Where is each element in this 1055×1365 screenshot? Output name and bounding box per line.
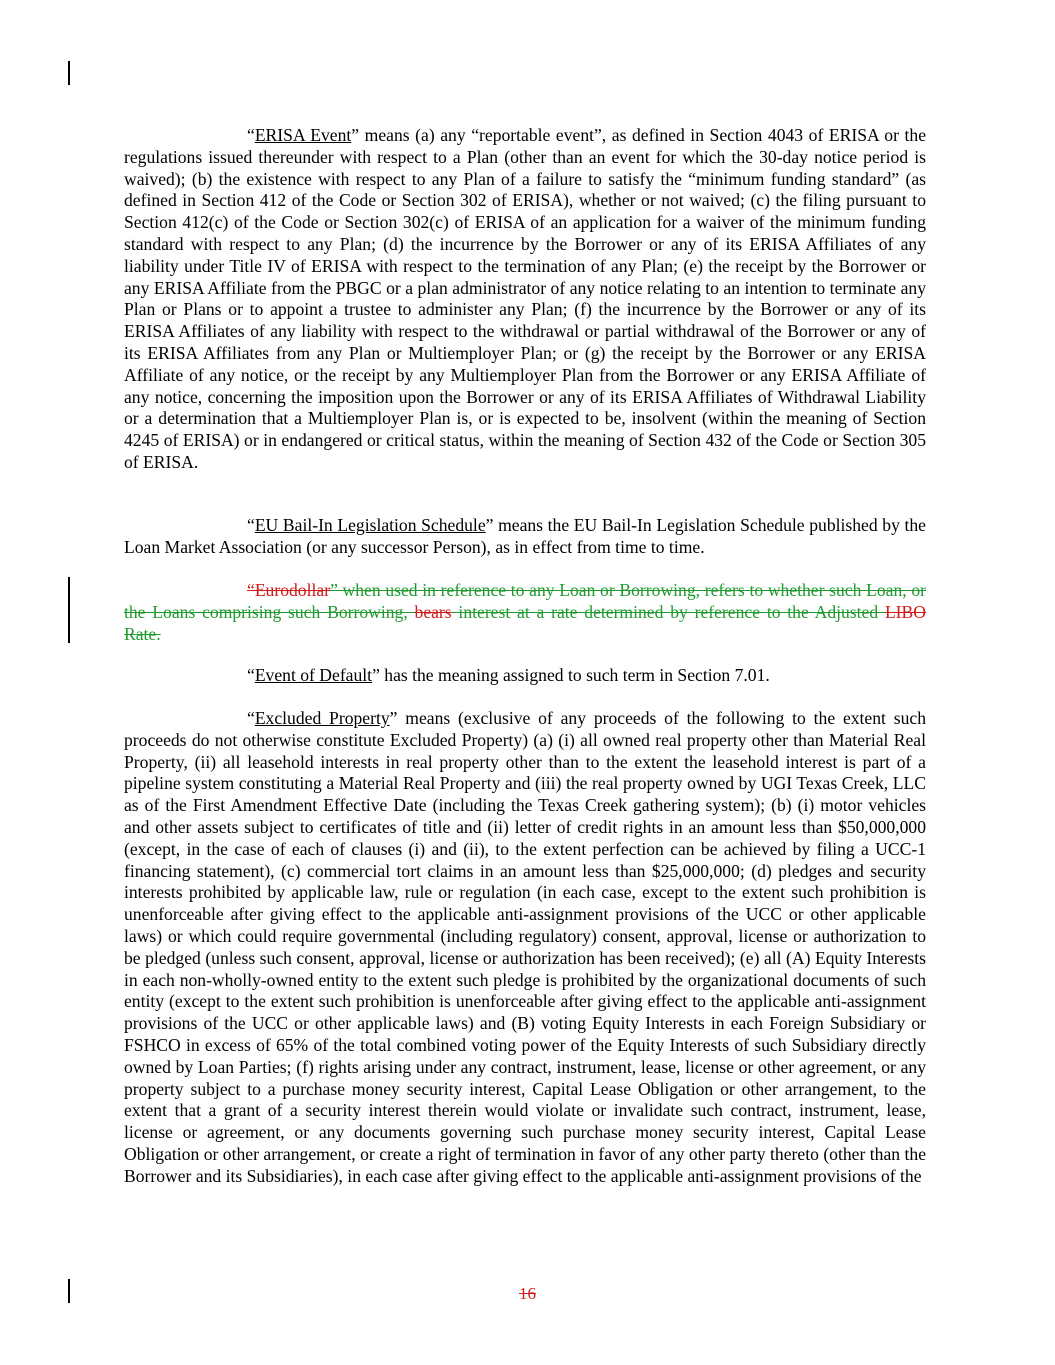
eu-bail-in-definition: “EU Bail-In Legislation Schedule” means the EU Bail-In Legislation Schedule published by the Loan Market Association (or any successor Person), as in effect from time to time. [124, 515, 926, 557]
excluded-property-body: ” means (exclusive of any proceeds of the following to the extent such proceeds do not otherwise constitute Excluded Property) (a) (i) all owned real property other than Material Real Property, (ii) all leasehold interests in real property other than to the extent the leasehold interest is part of a pipeline system constituting a Material Real Property and (iii) the real property owned by UGI Texas Creek, LLC as of the First Amendment Effective Date (including the Texas Creek gathering system); (b) (i) motor vehicles and other assets subject to certificates of title and (ii) letter of credit rights in an amount less than $50,000,000 (except, in the case of each of clauses (i) and (ii), to the extent perfection can be achieved by filing a UCC-1 financing statement), (c) commercial tort claims in an amount less than $25,000,000; (d) pledges and security interests prohibited by applicable law, rule or regulation (in each case, except to the extent such prohibition is unenforceable after giving effect to the applicable anti-assignment provisions of the UCC or other applicable laws) or which could require governmental (including regulatory) consent, approval, license or authorization to be pledged (unless such consent, approval, license or authorization has been received); (e) all (A) Equity Interests in each non-wholly-owned entity to the extent such pledge is prohibited by the organizational documents of such entity (except to the extent such prohibition is unenforceable after giving effect to the applicable anti-assignment provisions of the UCC or other applicable laws) and (B) voting Equity Interests in each Foreign Subsidiary or FSHCO in excess of 65% of the total combined voting power of the Equity Interests of such Subsidiary directly owned by Loan Parties; (f) rights arising under any contract, instrument, lease, license or other agreement, or any property subject to a purchase money security interest, Capital Lease Obligation or other arrangement, to the extent that a grant of a security interest therein would violate or invalidate such contract, instrument, lease, license or agreement, or any documents governing such purchase money security interest, Capital Lease Obligation or other arrangement, or create a right of termination in favor of any other party thereto (other than the Borrower and its Subsidiaries), in each case after giving effect to the applicable anti-assignment provisions of the [124, 708, 926, 1186]
erisa-event-definition: “ERISA Event” means (a) any “reportable event”, as defined in Section 4043 of ERISA or the regulations issued thereunder with respect to a Plan (other than an event for which the 30-day notice period is waived); (b) the existence with respect to any Plan of a failure to satisfy the “minimum funding standard” (as defined in Section 412 of the Code or Section 302 of ERISA), whether or not waived; (c) the filing pursuant to Section 412(c) of the Code or Section 302(c) of ERISA of an application for a waiver of the minimum funding standard with respect to any Plan; (d) the incurrence by the Borrower or any of its ERISA Affiliates of any liability under Title IV of ERISA with respect to the termination of any Plan; (e) the receipt by the Borrower or any ERISA Affiliate from the PBGC or a plan administrator of any notice relating to an intention to terminate any Plan or Plans or to appoint a trustee to administer any Plan; (f) the incurrence by the Borrower or any of its ERISA Affiliates of any liability with respect to the withdrawal or partial withdrawal of the Borrower or any of its ERISA Affiliates from any Plan or Multiemployer Plan; or (g) the receipt by the Borrower or any ERISA Affiliate of any notice, or the receipt by any Multiemployer Plan from the Borrower or any ERISA Affiliate of any notice, concerning the imposition upon the Borrower or any of its ERISA Affiliates of Withdrawal Liability or a determination that a Multiemployer Plan is, or is expected to be, insolvent (within the meaning of Section 4245 of ERISA) or in endangered or critical status, within the meaning of Section 432 of the Code or Section 305 of ERISA. [124, 125, 926, 472]
change-bar-top [68, 61, 70, 85]
eu-bail-in-body: ” means the EU Bail-In Legislation Schedule published by the Loan Market Association (or any successor Person), as in effect from time to time. [124, 515, 926, 557]
erisa-event-body: ” means (a) any “reportable event”, as defined in Section 4043 of ERISA or the regulations issued thereunder with respect to a Plan (other than an event for which the 30-day notice period is waived); (b) the existence with respect to any Plan of a failure to satisfy the “minimum funding standard” (as defined in Section 412 of the Code or Section 302 of ERISA), whether or not waived; (c) the filing pursuant to Section 412(c) of the Code or Section 302(c) of ERISA of an application for a waiver of the minimum funding standard with respect to any Plan; (d) the incurrence by the Borrower or any of its ERISA Affiliates of any liability under Title IV of ERISA with respect to the termination of any Plan; (e) the receipt by the Borrower or any ERISA Affiliate from the PBGC or a plan administrator of any notice relating to an intention to terminate any Plan or Plans or to appoint a trustee to administer any Plan; (f) the incurrence by the Borrower or any of its ERISA Affiliates of any liability with respect to the withdrawal or partial withdrawal of the Borrower or any of its ERISA Affiliates from any Plan or Multiemployer Plan; or (g) the receipt by the Borrower or any ERISA Affiliate of any notice, or the receipt by any Multiemployer Plan from the Borrower or any ERISA Affiliate of any notice, concerning the imposition upon the Borrower or any of its ERISA Affiliates of Withdrawal Liability or a determination that a Multiemployer Plan is, or is expected to be, insolvent (within the meaning of Section 4245 of ERISA) or in endangered or critical status, within the meaning of Section 432 of the Code or Section 305 of ERISA. [124, 125, 926, 472]
change-bar-eurodollar [68, 577, 70, 643]
event-of-default-definition: “Event of Default” has the meaning assigned to such term in Section 7.01. [247, 665, 770, 685]
defined-term-eu-bail-in: EU Bail-In Legislation Schedule [254, 515, 486, 535]
page-number: 16 [519, 1284, 536, 1303]
eurodollar-bears: bears [414, 601, 452, 622]
defined-term-erisa-event: ERISA Event [254, 125, 352, 145]
defined-term-eurodollar: Eurodollar [254, 580, 331, 600]
excluded-property-definition: “Excluded Property” means (exclusive of any proceeds of the following to the extent such proceeds do not otherwise constitute Excluded Property) (a) (i) all owned real property other than Material Real Property, (ii) all leasehold interests in real property other than to the extent the leasehold interest is part of a pipeline system constituting a Material Real Property and (iii) the real property owned by UGI Texas Creek, LLC as of the First Amendment Effective Date (including the Texas Creek gathering system); (b) (i) motor vehicles and other assets subject to certificates of title and (ii) letter of credit rights in an amount less than $50,000,000 (except, in the case of each of clauses (i) and (ii), to the extent perfection can be achieved by filing a UCC-1 financing statement), (c) commercial tort claims in an amount less than $25,000,000; (d) pledges and security interests prohibited by applicable law, rule or regulation (in each case, except to the extent such prohibition is unenforceable after giving effect to the applicable anti-assignment provisions of the UCC or other applicable laws) or which could require governmental (including regulatory) consent, approval, license or authorization to be pledged (unless such consent, approval, license or authorization has been received); (e) all (A) Equity Interests in each non-wholly-owned entity to the extent such pledge is prohibited by the organizational documents of such entity (except to the extent such prohibition is unenforceable after giving effect to the applicable anti-assignment provisions of the UCC or other applicable laws) and (B) voting Equity Interests in each Foreign Subsidiary or FSHCO in excess of 65% of the total combined voting power of the Equity Interests of such Subsidiary directly owned by Loan Parties; (f) rights arising under any contract, instrument, lease, license or other agreement, or any property subject to a purchase money security interest, Capital Lease Obligation or other arrangement, to the extent that a grant of a security interest therein would violate or invalidate such contract, instrument, lease, license or agreement, or any documents governing such purchase money security interest, Capital Lease Obligation or other arrangement, or create a right of termination in favor of any other party thereto (other than the Borrower and its Subsidiaries), in each case after giving effect to the applicable anti-assignment provisions of the [124, 708, 926, 1186]
eurodollar-body-2: interest at a rate determined by reference to the Adjusted [451, 601, 885, 622]
eurodollar-open-quote: “ [247, 580, 255, 600]
defined-term-excluded-property: Excluded Property [254, 708, 390, 728]
event-of-default-body: ” has the meaning assigned to such term in Section 7.01. [372, 665, 770, 685]
eurodollar-body-1: ” when used in reference to any Loan or Borrowing, refers to whether such Loan, or the Loans comprising such Borrowing, [124, 580, 926, 622]
eurodollar-body-3: Rate. [124, 623, 161, 644]
defined-term-event-of-default: Event of Default [254, 665, 373, 685]
eurodollar-definition-deleted [124, 580, 926, 645]
eurodollar-libo: LIBO [884, 601, 926, 622]
